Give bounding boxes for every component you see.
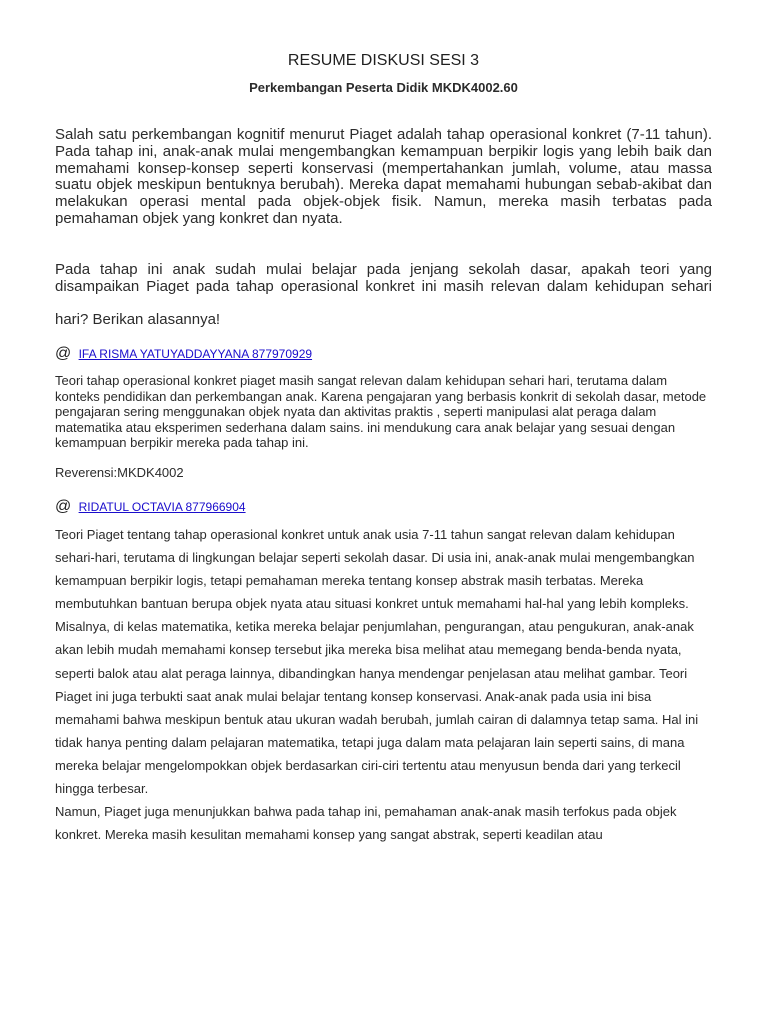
discussion-question: Pada tahap ini anak sudah mulai belajar pada jenjang sekolah dasar, apakah teori yang disampaikan Piaget pada tahap operasional konkret ini masih relevan dalam kehidupan sehari (55, 261, 712, 295)
response-1-author-link[interactable]: IFA RISMA YATUYADDAYYANA 877970929 (78, 347, 313, 361)
response-2-author-link[interactable]: RIDATUL OCTAVIA 877966904 (78, 500, 246, 514)
document-subtitle: Perkembangan Peserta Didik MKDK4002.60 (249, 80, 518, 95)
response-1-mention (55, 346, 712, 362)
at-icon: @ (55, 345, 72, 362)
response-2-mention (55, 499, 712, 515)
intro-paragraph: Salah satu perkembangan kognitif menurut Piaget adalah tahap operasional konkret (7-11 tahun). Pada tahap ini, anak-anak mulai mengembangkan kemampuan berpikir logis yang lebih baik dan memahami konsep-konsep seperti konservasi (mempertahankan jumlah, volume, atau massa suatu objek meskipun bentuknya berubah). Mereka dapat memahami hubungan sebab-akibat dan melakukan operasi mental pada objek-objek fisik. Namun, mereka masih terbatas pada pemahaman objek yang konkret dan nyata. (55, 126, 712, 227)
response-2-paragraph-3: Namun, Piaget juga menunjukkan bahwa pada tahap ini, pemahaman anak-anak masih terfokus pada objek konkret. Mereka masih kesulitan memahami konsep yang sangat abstrak, seperti keadilan atau (55, 804, 677, 843)
at-icon: @ (55, 498, 72, 515)
response-1-text: Teori tahap operasional konkret piaget masih sangat relevan dalam kehidupan sehari hari, terutama dalam konteks pendidikan dan perkembangan anak. Karena pengajaran yang berbasis konkrit di sekolah dasar, metode pengajaran sering menggunakan objek nyata dan aktivitas praktis , seperti manipulasi alat peraga dalam matematika atau eksperimen sederhana dalam sains. ini mendukung cara anak belajar yang sesuai dengan kemampuan berpikir mereka pada tahap ini. (55, 373, 707, 451)
response-2-paragraph-1: Teori Piaget tentang tahap operasional konkret untuk anak usia 7-11 tahun sangat relevan dalam kehidupan sehari-hari, terutama di lingkungan belajar seperti sekolah dasar. Di usia ini, anak-anak mulai mengembangkan kemampuan berpikir logis, tetapi pemahaman mereka tentang konsep abstrak masih terbatas. Mereka membutuhkan bantuan berupa objek nyata atau situasi konkret untuk memahami hal-hal yang lebih kompleks. (55, 527, 695, 612)
response-2-paragraph-2: Misalnya, di kelas matematika, ketika mereka belajar penjumlahan, pengurangan, atau pengukuran, anak-anak akan lebih mudah memahami konsep tersebut jika mereka bisa melihat atau memegang benda-benda nyata, seperti balok atau alat peraga lainnya, dibandingkan hanya mendengar penjelasan atau melihat gambar. Teori Piaget ini juga terbukti saat anak mulai belajar tentang konsep konservasi. Anak-anak pada usia ini bisa memahami bahwa meskipun bentuk atau ukuran wadah berubah, jumlah cairan di dalamnya tetap sama. Hal ini tidak hanya penting dalam pelajaran matematika, tetapi juga dalam mata pelajaran lain seperti sains, di mana mereka belajar mengelompokkan objek berdasarkan ciri-ciri tertentu atau menyusun benda dari yang terkecil hingga terbesar. (55, 619, 699, 797)
document-title: RESUME DISKUSI SESI 3 (287, 52, 480, 69)
response-2-text (55, 523, 712, 846)
discussion-question-continued: hari? Berikan alasannya! (55, 311, 221, 328)
response-1-reference: Reverensi:MKDK4002 (55, 465, 184, 480)
